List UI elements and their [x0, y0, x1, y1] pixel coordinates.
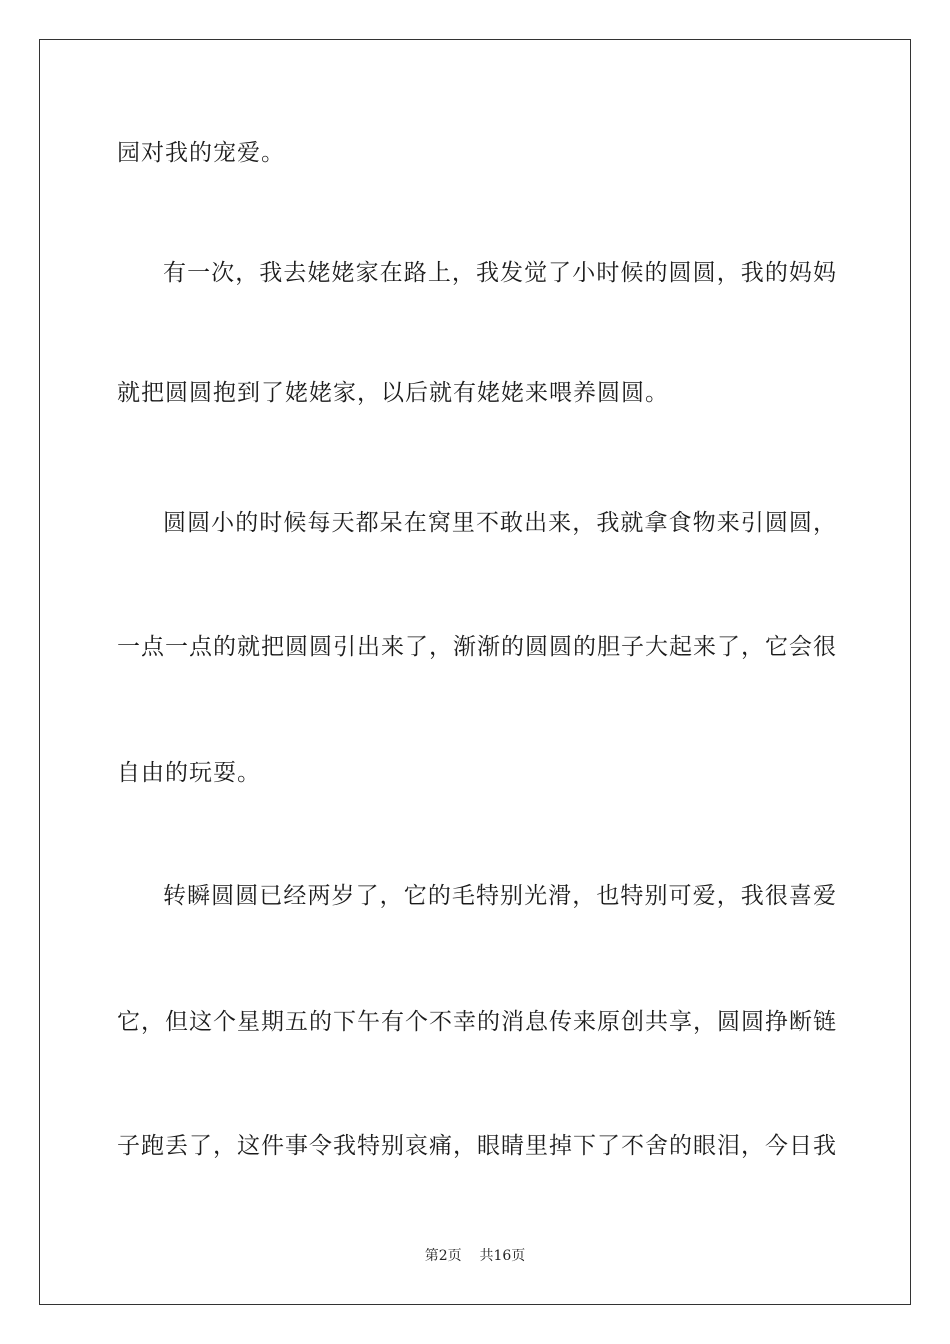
- page-footer: [0, 1247, 950, 1265]
- text-line-3: 就把圆圆抱到了姥姥家，以后就有姥姥来喂养圆圆。: [117, 380, 669, 406]
- text-line-4: 圆圆小的时候每天都呆在窝里不敢出来，我就拿食物来引圆圆，: [163, 510, 837, 536]
- text-line-5: 一点一点的就把圆圆引出来了，渐渐的圆圆的胆子大起来了，它会很: [117, 634, 837, 660]
- page-total: 共16页: [479, 1248, 526, 1264]
- text-line-6: 自由的玩耍。: [117, 760, 261, 786]
- text-line-1: 园对我的宠爱。: [117, 140, 285, 166]
- text-line-8: 它，但这个星期五的下午有个不幸的消息传来原创共享，圆圆挣断链: [117, 1009, 837, 1035]
- text-line-2: 有一次，我去姥姥家在路上，我发觉了小时候的圆圆，我的妈妈: [163, 260, 837, 286]
- text-line-9: 子跑丢了，这件事令我特别哀痛，眼睛里掉下了不舍的眼泪，今日我: [117, 1133, 837, 1159]
- text-line-7: 转瞬圆圆已经两岁了，它的毛特别光滑，也特别可爱，我很喜爱: [163, 883, 837, 909]
- page-number: 第2页: [424, 1248, 462, 1264]
- page-frame: [39, 39, 911, 1305]
